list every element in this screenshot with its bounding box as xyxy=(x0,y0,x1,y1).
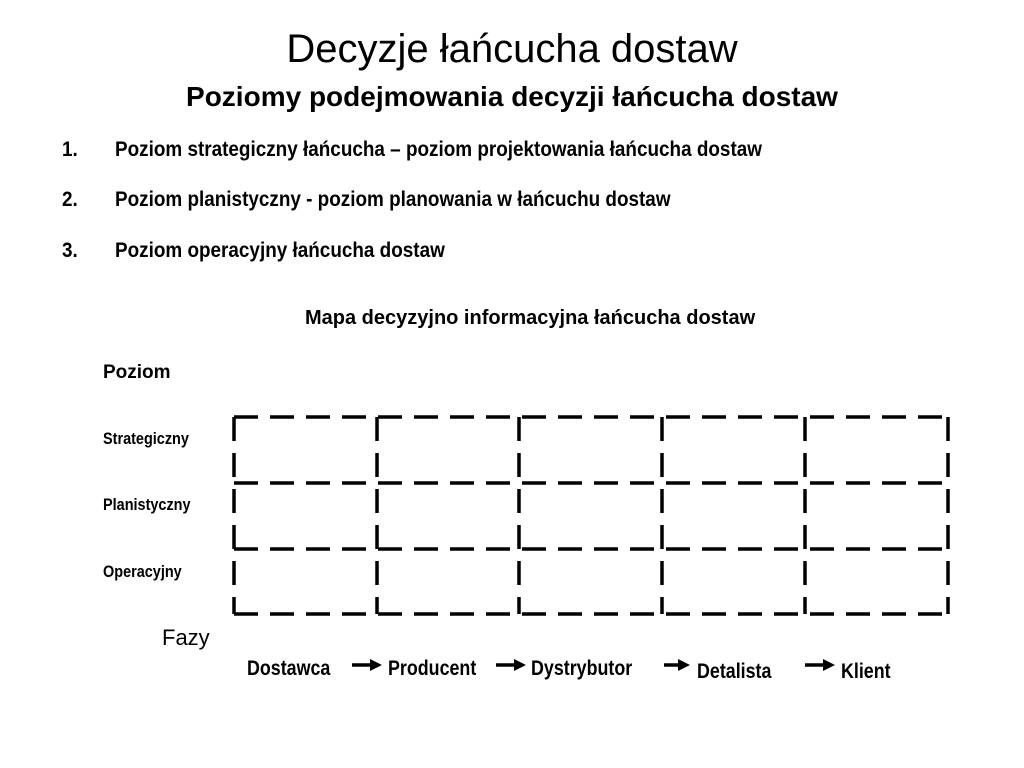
phase-distributor: Dystrybutor xyxy=(531,657,633,680)
list-item-text: Poziom operacyjny łańcucha dostaw xyxy=(115,239,445,262)
level-label-strategic: Strategiczny xyxy=(103,429,189,448)
phase-producer: Producent xyxy=(388,657,477,680)
arrow-icon xyxy=(352,659,382,671)
arrow-icon xyxy=(805,659,835,671)
page-subtitle: Poziomy podejmowania decyzji łańcucha dostaw xyxy=(186,81,838,112)
list-item-number: 1. xyxy=(62,138,78,161)
list-item-number: 3. xyxy=(62,239,78,262)
levels-header: Poziom xyxy=(103,362,171,383)
level-label-planning: Planistyczny xyxy=(103,495,191,514)
list-item-text: Poziom strategiczny łańcucha – poziom projektowania łańcucha dostaw xyxy=(115,138,762,161)
page-title: Decyzje łańcucha dostaw xyxy=(286,27,738,71)
arrow-icon xyxy=(496,659,526,671)
phase-client: Klient xyxy=(841,660,891,683)
list-item-text: Poziom planistyczny - poziom planowania w łańcuchu dostaw xyxy=(115,188,671,211)
phase-retailer: Detalista xyxy=(697,660,772,683)
grid-dashed-lines xyxy=(234,417,948,614)
phases-label: Fazy xyxy=(162,625,210,650)
arrow-icon xyxy=(664,659,690,671)
map-title: Mapa decyzyjno informacyjna łańcucha dostaw xyxy=(305,307,756,329)
list-item-number: 2. xyxy=(62,188,78,211)
phase-supplier: Dostawca xyxy=(247,657,331,680)
level-label-operational: Operacyjny xyxy=(103,562,182,581)
